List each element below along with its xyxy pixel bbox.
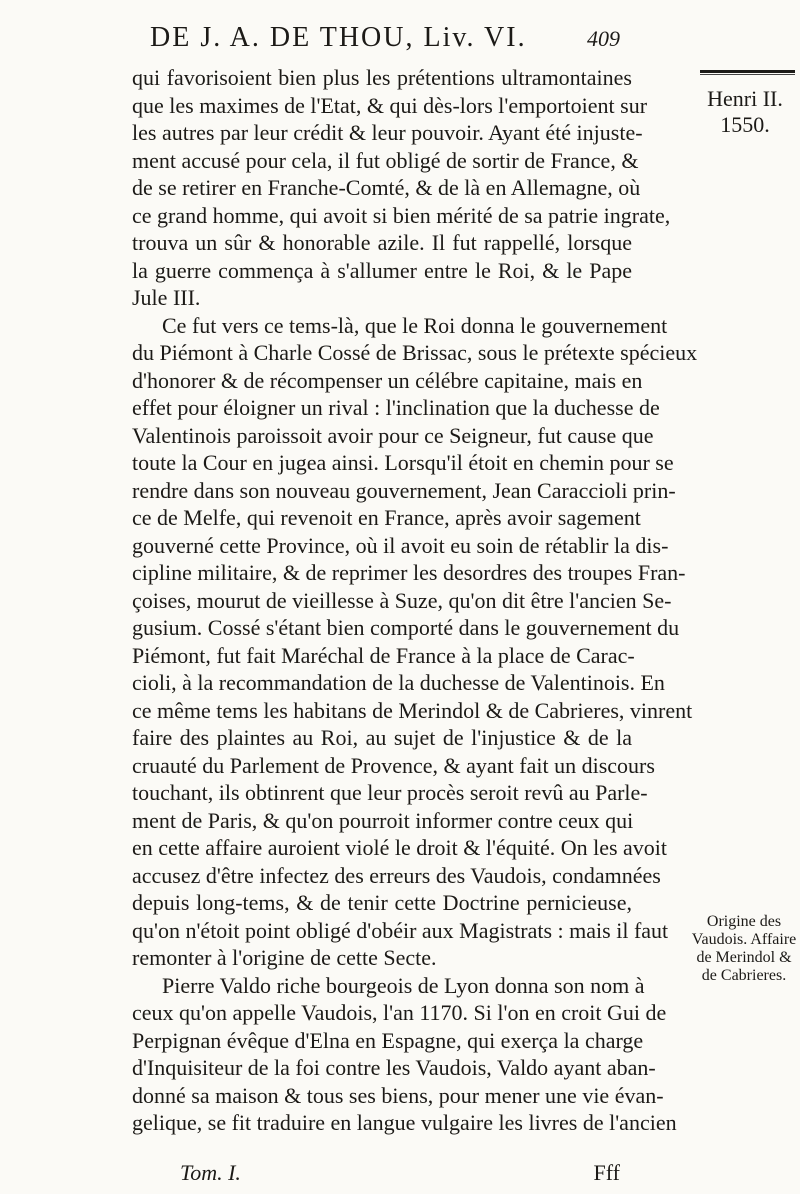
- text-line: d'honorer & de récompenser un célébre capitaine, mais en: [132, 367, 643, 393]
- text-line: ment de Paris, & qu'on pourroit informer contre ceux qui: [132, 807, 634, 833]
- text-line: effet pour éloigner un rival : l'inclination que la duchesse de: [132, 395, 660, 420]
- quire-mark: Fff: [593, 1160, 620, 1185]
- text-line: la guerre commença à s'allumer entre le Roi, & le Pape: [132, 257, 632, 283]
- signature-mark: Tom. I.: [180, 1160, 241, 1185]
- text-line: ce même tems les habitans de Merindol & de Cabrieres, vinrent: [132, 697, 693, 723]
- text-line: les autres par leur crédit & leur pouvoir. Ayant été injuste-: [132, 120, 643, 145]
- text-line: Valentinois paroissoit avoir pour ce Seigneur, fut cause que: [132, 422, 654, 448]
- text-line: ceux qu'on appelle Vaudois, l'an 1170. Si l'on en croit Gui de: [132, 1000, 667, 1025]
- text-line: touchant, ils obtinrent que leur procès seroit revû au Parle-: [132, 780, 648, 805]
- text-line: d'Inquisiteur de la foi contre les Vaudois, Valdo ayant aban-: [132, 1055, 656, 1080]
- running-title: DE J. A. DE THOU, Liv. VI.: [150, 22, 527, 53]
- running-head: [150, 22, 620, 54]
- text-line: en cette affaire auroient violé le droit & l'équité. On les avoit: [132, 835, 668, 860]
- text-line: faire des plaintes au Roi, au sujet de l'injustice & de la: [132, 725, 632, 750]
- margin-note: Origine des Vaudois. Affaire de Merindol & de Cabrieres.: [691, 913, 797, 984]
- text-line: çoises, mourut de vieillesse à Suze, qu'on dit être l'ancien Se-: [132, 587, 672, 613]
- text-line: du Piémont à Charle Cossé de Brissac, sous le prétexte spécieux: [132, 340, 698, 365]
- text-line: cruauté du Parlement de Provence, & ayant fait un discours: [132, 752, 655, 778]
- body-text: [132, 64, 698, 1137]
- margin-rule: [700, 70, 795, 73]
- margin-rule-thin: [700, 74, 795, 75]
- text-line: remonter à l'origine de cette Secte.: [132, 945, 437, 970]
- margin-reign-name: Henri II.: [707, 86, 783, 111]
- page-footer: [180, 1160, 620, 1188]
- text-line: cioli, à la recommandation de la duchesse de Valentinois. En: [132, 670, 665, 695]
- text-line: qu'on n'étoit point obligé d'obéir aux Magistrats : mais il faut: [132, 917, 669, 943]
- text-line: ce grand homme, qui avoit si bien mérité de sa patrie ingrate,: [132, 202, 671, 228]
- text-line: accusez d'être infectez des erreurs des Vaudois, condamnées: [132, 862, 661, 888]
- page-number: 409: [587, 26, 620, 51]
- text-line: rendre dans son nouveau gouvernement, Jean Caraccioli prin-: [132, 477, 676, 503]
- text-line: trouva un sûr & honorable azile. Il fut rappellé, lorsque: [132, 230, 632, 255]
- text-line: qui favorisoient bien plus les prétentions ultramontaines: [132, 65, 632, 90]
- text-line: gusium. Cossé s'étant bien comporté dans le gouvernement du: [132, 615, 680, 640]
- text-line: ce de Melfe, qui revenoit en France, après avoir sagement: [132, 505, 641, 530]
- margin-reign: [690, 86, 800, 138]
- text-line: que les maximes de l'Etat, & qui dès-lors l'emportoient sur: [132, 92, 648, 118]
- text-line: donné sa maison & tous ses biens, pour mener une vie évan-: [132, 1082, 664, 1108]
- text-line: cipline militaire, & de reprimer les desordres des troupes Fran-: [132, 560, 686, 585]
- text-line: Ce fut vers ce tems-là, que le Roi donna le gouvernement: [162, 312, 668, 338]
- text-line: ment accusé pour cela, il fut obligé de sortir de France, &: [132, 147, 639, 173]
- text-line: depuis long-tems, & de tenir cette Doctrine pernicieuse,: [132, 890, 632, 915]
- text-line: Perpignan évêque d'Elna en Espagne, qui exerça la charge: [132, 1027, 644, 1053]
- text-line: Piémont, fut fait Maréchal de France à la place de Carac-: [132, 642, 635, 668]
- text-line: Pierre Valdo riche bourgeois de Lyon donna son nom à: [162, 972, 645, 998]
- text-line: gouverné cette Province, où il avoit eu soin de rétablir la dis-: [132, 532, 669, 558]
- text-line: de se retirer en Franche-Comté, & de là en Allemagne, où: [132, 175, 641, 200]
- text-line: gelique, se fit traduire en langue vulgaire les livres de l'ancien: [132, 1110, 677, 1135]
- margin-year: 1550.: [720, 112, 770, 137]
- text-line: Jule III.: [132, 285, 201, 310]
- text-line: toute la Cour en jugea ainsi. Lorsqu'il étoit en chemin pour se: [132, 450, 674, 475]
